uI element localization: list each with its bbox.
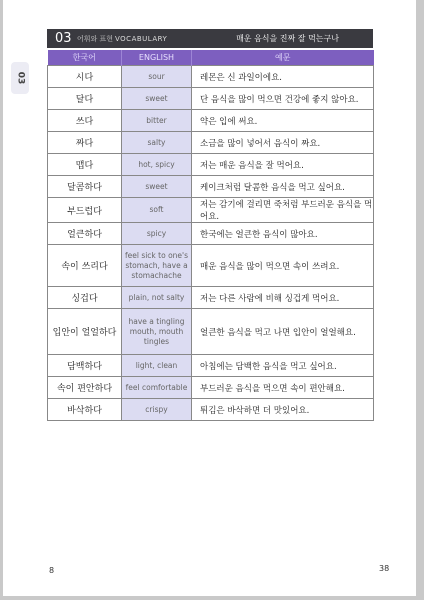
english-cell: crispy — [122, 399, 192, 421]
unit-number: 03 — [55, 31, 72, 46]
english-cell: have a tingling mouth, mouth tingles — [122, 309, 192, 355]
column-header-english: ENGLISH — [122, 50, 192, 66]
korean-cell: 속이 쓰리다 — [48, 245, 122, 287]
example-cell: 한국에는 얼큰한 음식이 많아요. — [192, 223, 374, 245]
table-header-row — [48, 50, 374, 66]
korean-cell: 달다 — [48, 88, 122, 110]
table-row — [48, 132, 374, 154]
chapter-side-tab — [11, 62, 29, 94]
english-cell: soft — [122, 198, 192, 223]
example-cell: 매운 음식을 많이 먹으면 속이 쓰려요. — [192, 245, 374, 287]
example-cell: 소금을 많이 넣어서 음식이 짜요. — [192, 132, 374, 154]
vocabulary-table — [47, 50, 374, 421]
vocabulary-rows — [48, 66, 374, 421]
english-cell: plain, not salty — [122, 287, 192, 309]
table-row — [48, 355, 374, 377]
chapter-side-tab-label: 03 — [15, 71, 25, 85]
korean-cell: 맵다 — [48, 154, 122, 176]
english-cell: bitter — [122, 110, 192, 132]
english-cell: feel sick to one's stomach, have a stomachache — [122, 245, 192, 287]
english-cell: feel comfortable — [122, 377, 192, 399]
section-label: VOCABULARY — [115, 34, 168, 43]
unit-title: 매운 음식을 진짜 잘 먹는구나 — [236, 34, 339, 43]
table-row — [48, 88, 374, 110]
english-cell: sour — [122, 66, 192, 88]
table-row — [48, 176, 374, 198]
korean-cell: 담백하다 — [48, 355, 122, 377]
table-row — [48, 198, 374, 223]
example-cell: 케이크처럼 달콤한 음식을 먹고 싶어요. — [192, 176, 374, 198]
korean-cell: 속이 편안하다 — [48, 377, 122, 399]
korean-cell: 얼큰하다 — [48, 223, 122, 245]
korean-cell: 짜다 — [48, 132, 122, 154]
table-row — [48, 66, 374, 88]
english-cell: sweet — [122, 88, 192, 110]
korean-cell: 바삭하다 — [48, 399, 122, 421]
example-cell: 약은 입에 써요. — [192, 110, 374, 132]
korean-cell: 입안이 얼얼하다 — [48, 309, 122, 355]
column-header-korean: 한국어 — [48, 50, 122, 66]
korean-cell: 달콤하다 — [48, 176, 122, 198]
korean-cell: 시다 — [48, 66, 122, 88]
unit-header — [47, 29, 373, 48]
example-cell: 얼큰한 음식을 먹고 나면 입안이 얼얼해요. — [192, 309, 374, 355]
example-cell: 저는 감기에 걸리면 죽처럼 부드러운 음식을 먹어요. — [192, 198, 374, 223]
page-number-right: 38 — [379, 564, 390, 573]
table-row — [48, 309, 374, 355]
example-cell: 저는 매운 음식을 잘 먹어요. — [192, 154, 374, 176]
example-cell: 레몬은 신 과일이에요. — [192, 66, 374, 88]
korean-cell: 쓰다 — [48, 110, 122, 132]
table-row — [48, 377, 374, 399]
example-cell: 저는 다른 사람에 비해 싱겁게 먹어요. — [192, 287, 374, 309]
english-cell: sweet — [122, 176, 192, 198]
english-cell: hot, spicy — [122, 154, 192, 176]
english-cell: spicy — [122, 223, 192, 245]
english-cell: salty — [122, 132, 192, 154]
page — [3, 0, 416, 596]
table-row — [48, 154, 374, 176]
example-cell: 아침에는 담백한 음식을 먹고 싶어요. — [192, 355, 374, 377]
example-cell: 튀김은 바삭하면 더 맛있어요. — [192, 399, 374, 421]
english-cell: light, clean — [122, 355, 192, 377]
example-cell: 부드러운 음식을 먹으면 속이 편안해요. — [192, 377, 374, 399]
korean-cell: 싱겁다 — [48, 287, 122, 309]
table-row — [48, 245, 374, 287]
korean-cell: 부드럽다 — [48, 198, 122, 223]
example-cell: 단 음식을 많이 먹으면 건강에 좋지 않아요. — [192, 88, 374, 110]
column-header-example: 예문 — [192, 50, 374, 66]
table-row — [48, 287, 374, 309]
table-row — [48, 223, 374, 245]
unit-subtitle: 어휘와 표현 — [77, 34, 114, 43]
table-row — [48, 110, 374, 132]
page-number-left: 8 — [49, 566, 55, 575]
table-row — [48, 399, 374, 421]
